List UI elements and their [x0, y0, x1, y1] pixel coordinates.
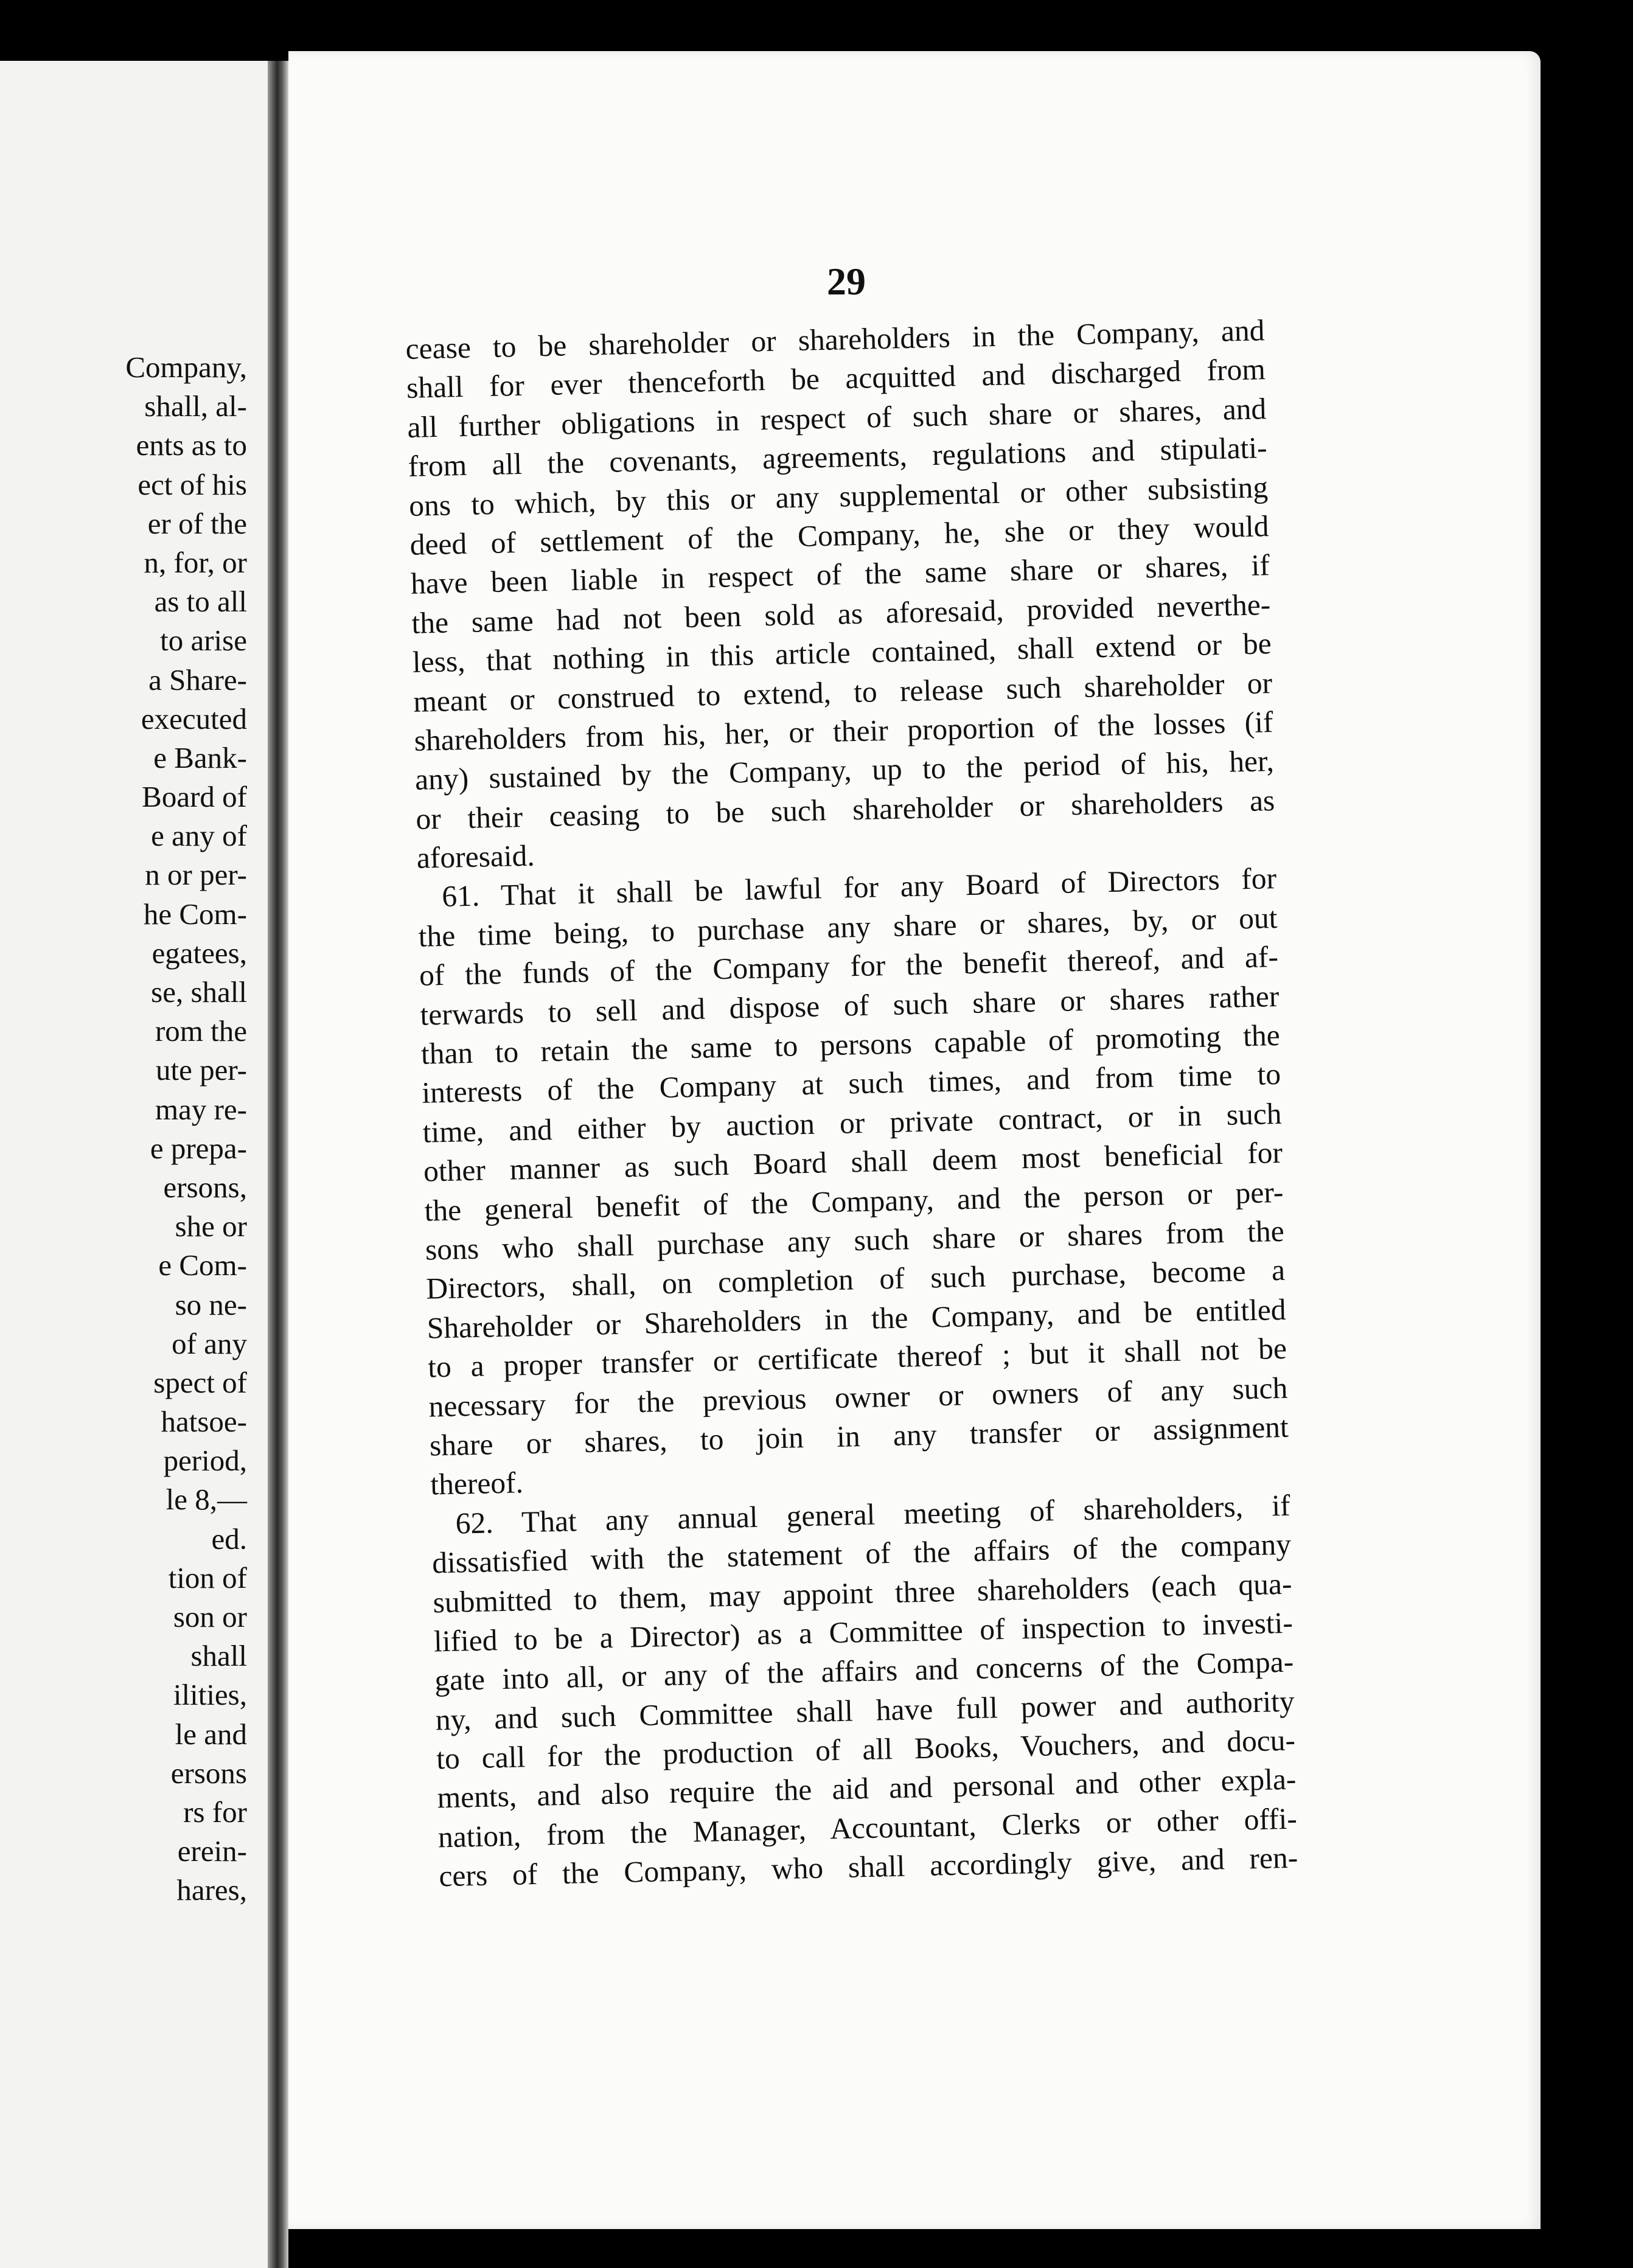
previous-page-line: e Com- [158, 1248, 247, 1282]
text-line: ons to which, by this or any supplemental or other subsisting [408, 470, 1269, 523]
previous-page-line: e any of [151, 819, 247, 853]
text-line: to call for the production of all Books, Vouchers, and docu- [436, 1723, 1296, 1776]
previous-page-line: as to all [154, 585, 247, 619]
text-line: have been liable in respect of the same share or shares, if [410, 548, 1270, 601]
previous-page-line: ute per- [155, 1053, 247, 1087]
previous-page-line: ed. [211, 1522, 247, 1556]
text-line: 62. That any annual general meeting of shareholders, if [455, 1488, 1291, 1540]
text-line: lified to be a Director) as a Committee of inspection to investi- [433, 1605, 1294, 1658]
text-line: time, and either by auction or private contract, or in such [422, 1096, 1283, 1149]
text-line: other manner as such Board shall deem most beneficial for [423, 1136, 1283, 1188]
previous-page-line: rs for [183, 1795, 247, 1829]
text-line: share or shares, to join in any transfer or assignment [429, 1410, 1289, 1463]
book-gutter [268, 61, 288, 2268]
previous-page-line: period, [163, 1444, 247, 1478]
previous-page-line: hatsoe- [161, 1405, 247, 1439]
current-page [288, 51, 1541, 2229]
previous-page-line: n or per- [145, 858, 247, 892]
previous-page-line: e Bank- [153, 740, 247, 774]
text-line: thereof. [430, 1466, 524, 1501]
page-number: 29 [827, 260, 866, 303]
text-line: terwards to sell and dispose of such share or shares rather [419, 979, 1280, 1032]
text-line: of the funds of the Company for the benefit thereof, and af- [419, 940, 1279, 992]
previous-page-line: er of the [147, 506, 247, 540]
previous-page-line: n, for, or [144, 545, 247, 579]
text-line: shall for ever thenceforth be acquitted and discharged from [406, 352, 1266, 405]
previous-page-line: se, shall [151, 975, 247, 1009]
text-line: ments, and also require the aid and personal and other expla- [437, 1762, 1297, 1815]
text-line: or their ceasing to be such shareholder or shareholders as [415, 783, 1275, 836]
previous-page-line: may re- [155, 1092, 247, 1126]
previous-page-line: ersons, [163, 1170, 247, 1204]
previous-page-line: son or [173, 1600, 247, 1633]
text-line: Directors, shall, on completion of such purchase, become a [425, 1253, 1286, 1306]
text-line: from all the covenants, agreements, regulations and stipulati- [408, 431, 1268, 484]
previous-page-line: so ne- [175, 1287, 247, 1321]
text-line: Shareholder or Shareholders in the Company, and be entitled [427, 1292, 1287, 1345]
text-line: the time being, to purchase any share or shares, by, or out [418, 900, 1278, 953]
text-line: cers of the Company, who shall accordingly give, and ren- [438, 1840, 1298, 1893]
text-line: 61. That it shall be lawful for any Board of Directors for [441, 861, 1277, 914]
previous-page-line: le and [175, 1717, 247, 1751]
text-line: shareholders from his, her, or their proportion of the losses (if [414, 704, 1273, 757]
previous-page-line: Company, [125, 350, 247, 384]
text-line: meant or construed to extend, to release such shareholder or [413, 666, 1273, 718]
text-line: aforesaid. [416, 838, 535, 875]
text-line: sons who shall purchase any such share or shares from the [425, 1214, 1285, 1267]
previous-page-line: she or [175, 1209, 247, 1244]
previous-page-line: erein- [177, 1834, 247, 1868]
previous-page-line: ect of his [138, 467, 247, 501]
previous-page-line: tion of [168, 1560, 247, 1595]
text-line: ny, and such Committee shall have full power and authority [435, 1684, 1295, 1737]
text-line: to a proper transfer or certificate thereof ; but it shall not be [427, 1331, 1287, 1384]
previous-page-line: spect of [153, 1365, 247, 1399]
previous-page-line: ilities, [173, 1678, 247, 1712]
text-line: necessary for the previous owner or owners of any such [428, 1371, 1288, 1424]
text-line: cease to be shareholder or shareholders in the Company, and [405, 313, 1265, 366]
text-line: nation, from the Manager, Accountant, Clerks or other offi- [437, 1801, 1298, 1854]
previous-page-line: ents as to [136, 428, 247, 462]
text-line: any) sustained by the Company, up to the period of his, her, [414, 744, 1275, 797]
text-line: gate into all, or any of the affairs and concerns of the Compa- [434, 1644, 1294, 1697]
text-line: dissatisfied with the statement of the affairs of the company [431, 1527, 1292, 1580]
text-line: less, that nothing in this article contained, shall extend or be [412, 627, 1272, 679]
previous-page-line: shall [190, 1639, 247, 1673]
previous-page-line: he Com- [143, 897, 247, 931]
previous-page-line: e prepa- [150, 1131, 247, 1165]
previous-page-line: ersons [170, 1756, 247, 1790]
text-line: the same had not been sold as aforesaid, provided neverthe- [411, 587, 1271, 640]
text-line: submitted to them, may appoint three shareholders (each qua- [433, 1567, 1292, 1619]
previous-page-line: executed [141, 701, 247, 736]
previous-page-line: a Share- [148, 663, 247, 697]
page-body-text [405, 311, 1298, 1896]
text-line: deed of settlement of the Company, he, she or they would [409, 509, 1269, 562]
text-line: than to retain the same to persons capable of promoting the [420, 1018, 1281, 1071]
previous-page-line: to arise [160, 624, 247, 658]
previous-page-text [125, 348, 247, 1910]
text-line: interests of the Company at such times, and from time to [421, 1057, 1281, 1110]
previous-page-fragment [0, 61, 268, 2268]
previous-page-line: shall, al- [144, 389, 247, 423]
previous-page-line: hares, [176, 1873, 247, 1907]
text-line: all further obligations in respect of such share or shares, and [406, 391, 1267, 444]
previous-page-line: egatees, [151, 936, 247, 970]
previous-page-line: rom the [155, 1014, 247, 1048]
previous-page-line: Board of [142, 780, 247, 814]
text-line: the general benefit of the Company, and the person or per- [423, 1175, 1284, 1228]
previous-page-line: le 8,— [165, 1483, 247, 1517]
previous-page-line: of any [172, 1326, 247, 1360]
